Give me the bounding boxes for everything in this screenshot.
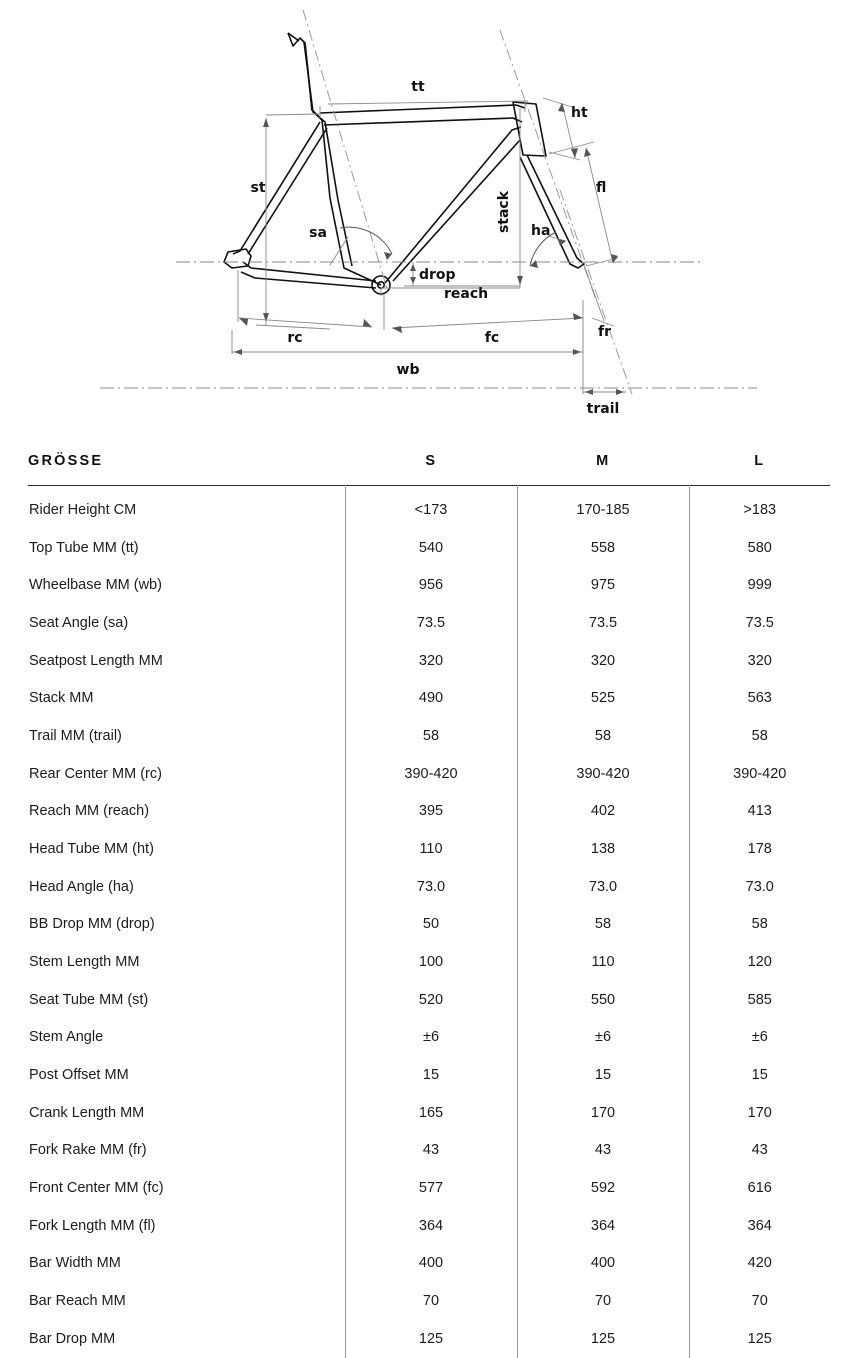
table-cell-m: 58 [517,718,689,756]
table-cell-s: 364 [345,1207,517,1245]
table-header-row [28,425,830,486]
table-cell-s: 320 [345,642,517,680]
table-header-size-l: L [754,453,765,469]
diagram-label-ht: ht [571,105,588,121]
table-cell-l: 178 [689,831,830,869]
diagram-label-trail: trail [586,401,620,417]
table-cell-s: 956 [345,567,517,605]
table-row-label: Rear Center MM (rc) [29,765,162,782]
table-cell-m: 138 [517,831,689,869]
table-row-label: Post Offset MM [29,1067,129,1084]
table-cell-l: 58 [689,718,830,756]
table-cell-m: 550 [517,981,689,1019]
table-row-label: Bar Reach MM [29,1293,126,1310]
table-row-label: BB Drop MM (drop) [29,916,155,933]
diagram-label-reach: reach [444,286,489,302]
table-row-label: Trail MM (trail) [29,728,122,745]
diagram-label-stack: stack [496,190,512,234]
table-cell-m: 58 [517,906,689,944]
table-cell-s: 50 [345,906,517,944]
table-cell-s: 110 [345,831,517,869]
table-row [28,755,830,793]
table-cell-l: 70 [689,1283,830,1321]
table-cell-s: 577 [345,1170,517,1208]
table-cell-m: 73.0 [517,868,689,906]
table-cell-m: 975 [517,567,689,605]
table-row [28,906,830,944]
table-cell-s: 58 [345,718,517,756]
dimension-lines [232,98,626,395]
table-row [28,1132,830,1170]
table-row [28,718,830,756]
table-header [28,425,830,486]
table-row [28,642,830,680]
table-cell-s: <173 [345,486,517,530]
diagram-label-drop: drop [419,267,456,283]
diagram-label-rc: rc [287,330,303,346]
table-row-label: Bar Drop MM [29,1330,116,1347]
table-row [28,1283,830,1321]
table-row-label: Reach MM (reach) [29,803,150,820]
table-cell-s: 520 [345,981,517,1019]
table-row-label: Stack MM [29,690,94,707]
table-cell-l: >183 [689,486,830,530]
table-cell-l: 580 [689,529,830,567]
diagram-label-st: st [250,180,266,196]
geometry-table-container [0,425,861,1358]
geometry-table [28,425,830,1358]
table-cell-l: 390-420 [689,755,830,793]
table-row [28,1207,830,1245]
table-cell-l: 364 [689,1207,830,1245]
table-cell-l: ±6 [689,1019,830,1057]
table-row-label: Seat Tube MM (st) [29,991,149,1008]
table-row [28,486,830,530]
table-cell-s: 43 [345,1132,517,1170]
diagram-labels [250,79,619,417]
table-header-groesse: GRÖSSE [28,453,104,469]
table-row [28,680,830,718]
diagram-label-fl: fl [596,180,607,196]
table-cell-l: 413 [689,793,830,831]
table-cell-m: 400 [517,1245,689,1283]
table-cell-s: 125 [345,1320,517,1358]
table-cell-m: 558 [517,529,689,567]
table-row-label: Stem Angle [29,1029,104,1046]
table-cell-m: 15 [517,1057,689,1095]
table-cell-m: 364 [517,1207,689,1245]
table-row [28,1057,830,1095]
table-row [28,868,830,906]
table-row-label: Bar Width MM [29,1255,121,1272]
table-cell-m: 125 [517,1320,689,1358]
table-cell-l: 563 [689,680,830,718]
table-cell-s: 395 [345,793,517,831]
table-row [28,605,830,643]
table-cell-l: 125 [689,1320,830,1358]
table-cell-m: ±6 [517,1019,689,1057]
table-cell-l: 585 [689,981,830,1019]
table-cell-m: 170 [517,1094,689,1132]
table-cell-m: 390-420 [517,755,689,793]
table-cell-s: 70 [345,1283,517,1321]
table-row-label: Fork Rake MM (fr) [29,1142,147,1159]
frame-outline [224,33,584,294]
table-cell-l: 170 [689,1094,830,1132]
table-row [28,981,830,1019]
table-cell-s: 400 [345,1245,517,1283]
table-cell-m: 402 [517,793,689,831]
diagram-label-tt: tt [411,79,425,95]
table-row-label: Wheelbase MM (wb) [29,577,162,594]
table-cell-s: 15 [345,1057,517,1095]
table-row-label: Head Tube MM (ht) [29,841,154,858]
diagram-label-wb: wb [396,362,420,378]
table-cell-l: 58 [689,906,830,944]
table-row [28,529,830,567]
table-cell-l: 420 [689,1245,830,1283]
table-cell-s: 490 [345,680,517,718]
diagram-label-sa: sa [309,225,327,241]
table-row [28,567,830,605]
table-cell-s: 73.0 [345,868,517,906]
diagram-label-fc: fc [484,330,500,346]
table-row [28,1320,830,1358]
table-cell-m: 170-185 [517,486,689,530]
table-row-label: Front Center MM (fc) [29,1180,164,1197]
table-row [28,1245,830,1283]
table-header-size-m: M [596,453,610,469]
table-cell-s: 540 [345,529,517,567]
table-cell-s: ±6 [345,1019,517,1057]
table-cell-l: 73.5 [689,605,830,643]
table-row-label: Seat Angle (sa) [29,615,129,632]
table-row [28,1170,830,1208]
table-header-size-s: S [425,453,437,469]
table-row-label: Seatpost Length MM [29,652,163,669]
table-cell-l: 120 [689,944,830,982]
table-cell-m: 525 [517,680,689,718]
table-body [28,486,830,1358]
table-cell-s: 165 [345,1094,517,1132]
table-row [28,944,830,982]
table-row [28,793,830,831]
table-cell-m: 70 [517,1283,689,1321]
bicycle-frame-geometry-diagram [0,0,861,425]
table-row-label: Head Angle (ha) [29,878,134,895]
table-cell-s: 390-420 [345,755,517,793]
table-cell-l: 320 [689,642,830,680]
table-row [28,1019,830,1057]
table-row-label: Fork Length MM (fl) [29,1217,156,1234]
table-row-label: Top Tube MM (tt) [29,539,139,556]
table-cell-l: 999 [689,567,830,605]
table-row [28,831,830,869]
table-cell-l: 43 [689,1132,830,1170]
table-cell-l: 616 [689,1170,830,1208]
table-cell-l: 15 [689,1057,830,1095]
table-cell-m: 43 [517,1132,689,1170]
table-cell-s: 100 [345,944,517,982]
diagram-label-fr: fr [598,324,611,340]
table-row [28,1094,830,1132]
table-cell-m: 110 [517,944,689,982]
table-row-label: Crank Length MM [29,1104,145,1121]
table-row-label: Stem Length MM [29,954,140,971]
table-row-label: Rider Height CM [29,502,137,518]
table-cell-m: 73.5 [517,605,689,643]
table-cell-m: 592 [517,1170,689,1208]
table-cell-l: 73.0 [689,868,830,906]
table-cell-s: 73.5 [345,605,517,643]
diagram-label-ha: ha [531,223,551,239]
table-cell-m: 320 [517,642,689,680]
